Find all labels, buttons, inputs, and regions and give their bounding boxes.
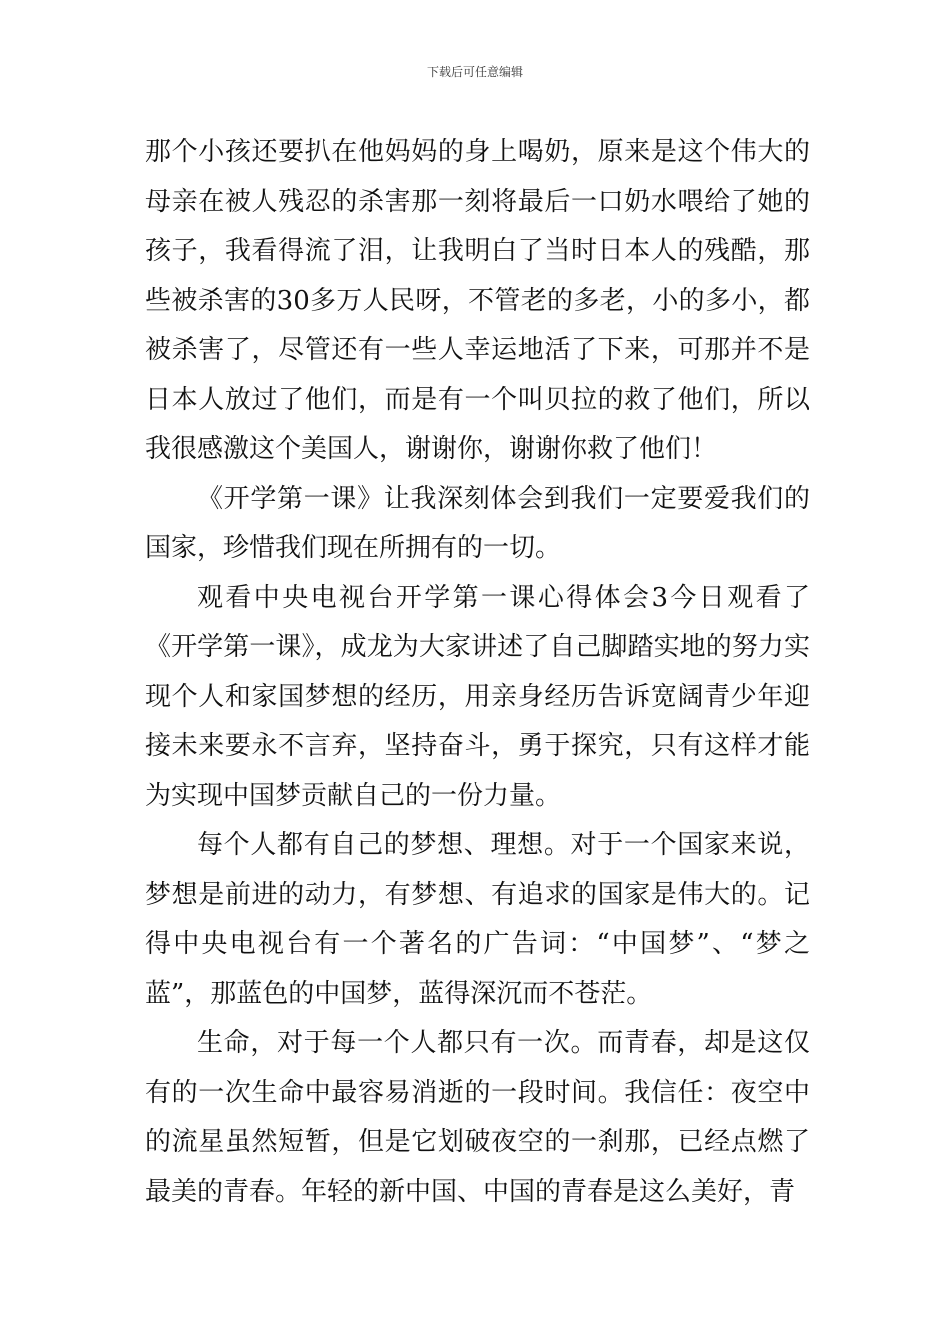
paragraph-continuation: 那个小孩还要扒在他妈妈的身上喝奶，原来是这个伟大的母亲在被人残忍的杀害那一刻将最后一口奶水喂给了她的孩子，我看得流了泪，让我明白了当时日本人的残酷，那些被杀害的30多万人民呀，不管老的多老，小的多小，都被杀害了，尽管还有一些人幸运地活了下来，可那并不是日本人放过了他们，而是有一个叫贝拉的救了他们，所以我很感激这个美国人，谢谢你，谢谢你救了他们！ xyxy=(145,137,810,464)
document-body xyxy=(145,128,810,1217)
paragraph: 生命，对于每一个人都只有一次。而青春，却是这仅有的一次生命中最容易消逝的一段时间。我信任：夜空中的流星虽然短暂，但是它划破夜空的一刹那，已经点燃了最美的青春。年轻的新中国、中国的青春是这么美好，青 xyxy=(145,1028,810,1207)
header-note: 下载后可任意编辑 xyxy=(426,65,523,79)
paragraph: 每个人都有自己的梦想、理想。对于一个国家来说，梦想是前进的动力，有梦想、有追求的国家是伟大的。记得中央电视台有一个著名的广告词：“中国梦”、“梦之蓝”，那蓝色的中国梦，蓝得深沉而不苍茫。 xyxy=(145,830,810,1009)
paragraph: 《开学第一课》让我深刻体会到我们一定要爱我们的国家，珍惜我们现在所拥有的一切。 xyxy=(145,483,810,563)
paragraph: 观看中央电视台开学第一课心得体会3今日观看了《开学第一课》，成龙为大家讲述了自己脚踏实地的努力实现个人和家国梦想的经历，用亲身经历告诉宽阔青少年迎接未来要永不言弃，坚持奋斗，勇于探究，只有这样才能为实现中国梦贡献自己的一份力量。 xyxy=(145,582,810,811)
